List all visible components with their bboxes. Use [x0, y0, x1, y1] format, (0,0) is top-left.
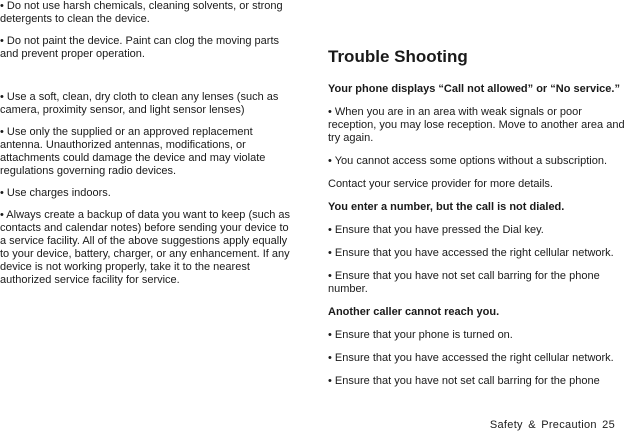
list-item: • Ensure that you have not set call barring for the phone number. [328, 270, 600, 295]
contact-provider-text: Contact your service provider for more details. [328, 178, 553, 190]
paragraph-backup-data: • Always create a backup of data you want to keep (such as contacts and calendar notes) before sending your device to a service facility. All of the above suggestions apply equally to your device, battery, charger, or any enhancement. If any device is not working properly, take it to the nearest authorized service facility for service. [0, 209, 291, 286]
list-item: • When you are in an area with weak signals or poor reception, you may lose reception. Move to another area and try again. [328, 106, 625, 144]
list-item: • You cannot access some options without a subscription. [328, 155, 608, 167]
paragraph-no-paint: • Do not paint the device. Paint can clog the moving parts and prevent proper operation. [0, 35, 280, 60]
list-item: • Ensure that you have accessed the right cellular network. [328, 352, 614, 364]
page-footer: Safety & Precaution 25 [489, 419, 615, 431]
list-item: • Ensure that you have accessed the right cellular network. [328, 247, 614, 259]
paragraph-no-harsh-chemicals: • Do not use harsh chemicals, cleaning solvents, or strong detergents to clean the device. [0, 0, 283, 25]
paragraph-approved-antenna: • Use only the supplied or an approved replacement antenna. Unauthorized antennas, modifications, or attachments could damage the device and may violate regulations governing radio devices. [0, 126, 266, 177]
list-item: • Ensure that you have pressed the Dial key. [328, 224, 544, 236]
subheading-call-not-dialed: You enter a number, but the call is not dialed. [328, 201, 565, 213]
paragraph-charges-indoors: • Use charges indoors. [0, 187, 111, 199]
right-column [328, 0, 625, 398]
list-item: • Ensure that you have not set call barring for the phone [328, 375, 600, 387]
left-column [0, 0, 296, 296]
paragraph-clean-lenses: • Use a soft, clean, dry cloth to clean any lenses (such as camera, proximity sensor, and light sensor lenses) [0, 91, 279, 116]
subheading-call-not-allowed: Your phone displays “Call not allowed” or “No service.” [328, 83, 620, 95]
section-title: Trouble Shooting [328, 47, 468, 66]
list-item: • Ensure that your phone is turned on. [328, 329, 513, 341]
subheading-caller-cannot-reach: Another caller cannot reach you. [328, 306, 500, 318]
